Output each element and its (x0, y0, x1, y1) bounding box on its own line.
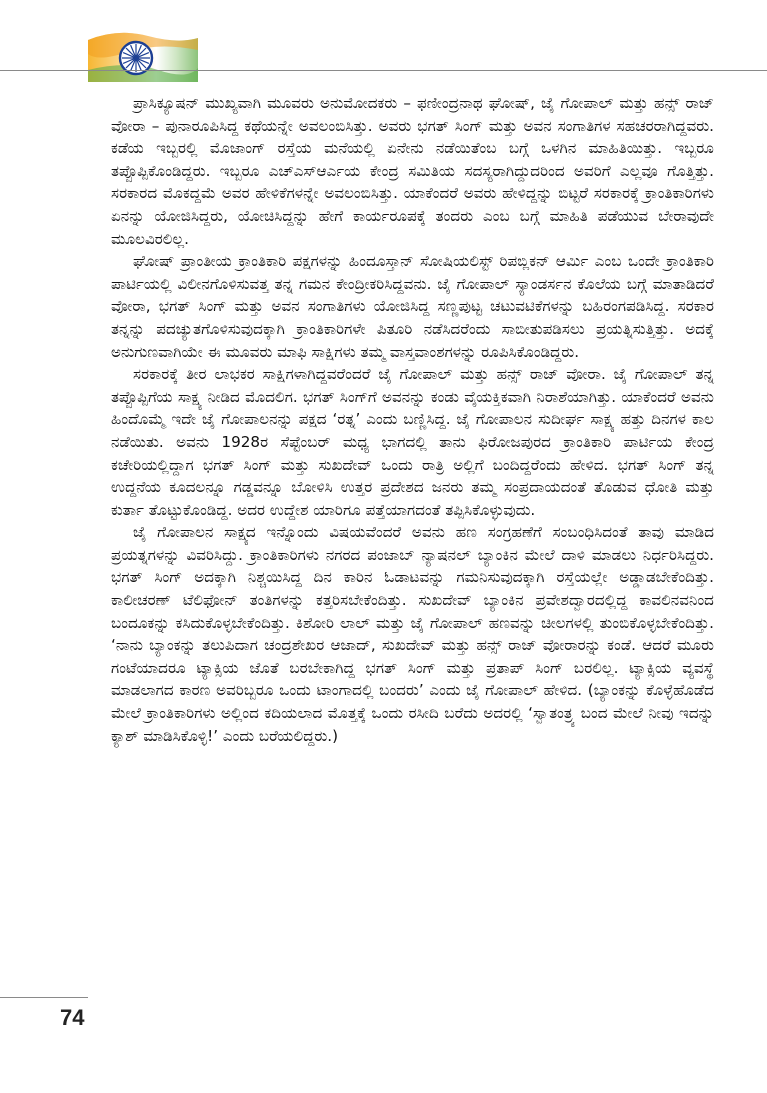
paragraph: ಜೈ ಗೋಪಾಲನ ಸಾಕ್ಷ್ಯದ ಇನ್ನೊಂದು ವಿಷಯವೆಂದರೆ ಅವನು ಹಣ ಸಂಗ್ರಹಣೆಗೆ ಸಂಬಂಧಿಸಿದಂತೆ ತಾವು ಮಾಡಿದ ಪ್ರಯತ್ನಗಳನ್ನು ವಿವರಿಸಿದ್ದು. ಕ್ರಾಂತಿಕಾರಿಗಳು ನಗರದ ಪಂಜಾಬ್ ನ್ಯಾಷನಲ್ ಬ್ಯಾಂಕಿನ ಮೇಲೆ ದಾಳಿ ಮಾಡಲು ನಿರ್ಧರಿಸಿದ್ದರು. ಭಗತ್ ಸಿಂಗ್ ಅದಕ್ಕಾಗಿ ನಿಶ್ಚಯಿಸಿದ್ದ ದಿನ ಕಾರಿನ ಓಡಾಟವನ್ನು ಗಮನಿಸುವುದಕ್ಕಾಗಿ ರಸ್ತೆಯಲ್ಲೇ ಅಡ್ಡಾಡಬೇಕೆಂದಿತ್ತು. ಕಾಲೀಚರಣ್ ಟೆಲಿಫೋನ್ ತಂತಿಗಳನ್ನು ಕತ್ತರಿಸಬೇಕೆಂದಿತ್ತು. ಸುಖದೇವ್ ಬ್ಯಾಂಕಿನ ಪ್ರವೇಶದ್ವಾರದಲ್ಲಿದ್ದ ಕಾವಲಿನವನಿಂದ ಬಂದೂಕನ್ನು ಕಸಿದುಕೊಳ್ಳಬೇಕೆಂದಿತ್ತು. ಕಿಶೋರಿ ಲಾಲ್ ಮತ್ತು ಜೈ ಗೋಪಾಲ್ ಹಣವನ್ನು ಚೀಲಗಳಲ್ಲಿ ತುಂಬಿಕೊಳ್ಳಬೇಕೆಂದಿತ್ತು. ‘ನಾನು ಬ್ಯಾಂಕನ್ನು ತಲುಪಿದಾಗ ಚಂದ್ರಶೇಖರ ಆಜಾದ್, ಸುಖದೇವ್ ಮತ್ತು ಹನ್ಸ್ ರಾಜ್ ವೋರಾರನ್ನು ಕಂಡೆ. ಆದರೆ ಮೂರು ಗಂಟೆಯಾದರೂ ಟ್ಯಾಕ್ಸಿಯ ಜೊತೆ ಬರಬೇಕಾಗಿದ್ದ ಭಗತ್ ಸಿಂಗ್ ಮತ್ತು ಪ್ರತಾಪ್ ಸಿಂಗ್ ಬರಲಿಲ್ಲ. ಟ್ಯಾಕ್ಸಿಯ ವ್ಯವಸ್ಥೆ ಮಾಡಲಾಗದ ಕಾರಣ ಅವರಿಬ್ಬರೂ ಒಂದು ಟಾಂಗಾದಲ್ಲಿ ಬಂದರು’ ಎಂದು ಜೈ ಗೋಪಾಲ್ ಹೇಳಿದ. (ಬ್ಯಾಂಕನ್ನು ಕೊಳ್ಳೆಹೊಡೆದ ಮೇಲೆ ಕ್ರಾಂತಿಕಾರಿಗಳು ಅಲ್ಲಿಂದ ಕದಿಯಲಾದ ಮೊತ್ತಕ್ಕೆ ಒಂದು ರಸೀದಿ ಬರೆದು ಅದರಲ್ಲಿ ‘ಸ್ವಾತಂತ್ರ್ಯ ಬಂದ ಮೇಲೆ ನೀವು ಇದನ್ನು ಕ್ಯಾಶ್ ಮಾಡಿಸಿಕೊಳ್ಳಿ!’ ಎಂದು ಬರೆಯಲಿದ್ದರು.) (111, 523, 714, 745)
paragraph: ಪ್ರಾಸಿಕ್ಯೂಷನ್ ಮುಖ್ಯವಾಗಿ ಮೂವರು ಅನುಮೋದಕರು – ಫಣೀಂದ್ರನಾಥ ಘೋಷ್, ಜೈ ಗೋಪಾಲ್ ಮತ್ತು ಹನ್ಸ್ ರಾಜ್ ವೋರಾ – ಪುನಾರೂಪಿಸಿದ್ದ ಕಥೆಯನ್ನೇ ಅವಲಂಬಿಸಿತ್ತು. ಅವರು ಭಗತ್ ಸಿಂಗ್ ಮತ್ತು ಅವನ ಸಂಗಾತಿಗಳ ಸಹಚರರಾಗಿದ್ದವರು. ಕಡೆಯ ಇಬ್ಬರಲ್ಲಿ ಮೊಜಾಂಗ್ ರಸ್ತೆಯ ಮನೆಯಲ್ಲಿ ಏನೇನು ನಡೆಯಿತೆಂಬ ಬಗ್ಗೆ ಒಳಗಿನ ಮಾಹಿತಿಯಿತ್ತು. ಇಬ್ಬರೂ ತಪ್ಪೊಪ್ಪಿಕೊಂಡಿದ್ದರು. ಇಬ್ಬರೂ ಎಚ್ಎಸ್ಆರ್ಎಯ ಕೇಂದ್ರ ಸಮಿತಿಯ ಸದಸ್ಯರಾಗಿದ್ದುದರಿಂದ ಅವರಿಗೆ ಎಲ್ಲವೂ ಗೊತ್ತಿತ್ತು. ಸರಕಾರದ ಮೊಕದ್ದಮೆ ಅವರ ಹೇಳಿಕೆಗಳನ್ನೇ ಅವಲಂಬಿಸಿತ್ತು. ಯಾಕೆಂದರೆ ಅವರು ಹೇಳಿದ್ದನ್ನು ಬಿಟ್ಟರೆ ಸರಕಾರಕ್ಕೆ ಕ್ರಾಂತಿಕಾರಿಗಳು ಏನನ್ನು ಯೋಜಿಸಿದ್ದರು, ಯೋಚಿಸಿದ್ದನ್ನು ಹೇಗೆ ಕಾರ್ಯರೂಪಕ್ಕೆ ತಂದರು ಎಂಬ ಬಗ್ಗೆ ಮಾಹಿತಿ ಪಡೆಯುವ ಬೇರಾವುದೇ ಮೂಲವಿರಲಿಲ್ಲ. (111, 94, 714, 248)
footer-rule (0, 997, 88, 998)
indian-flag-chakra-icon (88, 30, 198, 82)
paragraph: ಘೋಷ್ ಪ್ರಾಂತೀಯ ಕ್ರಾಂತಿಕಾರಿ ಪಕ್ಷಗಳನ್ನು ಹಿಂದೂಸ್ತಾನ್ ಸೋಷಿಯಲಿಸ್ಟ್ ರಿಪಬ್ಲಿಕನ್ ಆರ್ಮಿ ಎಂಬ ಒಂದೇ ಕ್ರಾಂತಿಕಾರಿ ಪಾರ್ಟಿಯಲ್ಲಿ ವಿಲೀನಗೊಳಿಸುವತ್ತ ತನ್ನ ಗಮನ ಕೇಂದ್ರೀಕರಿಸಿದ್ದವನು. ಜೈ ಗೋಪಾಲ್ ಸ್ಯಾಂಡರ್ಸನ ಕೊಲೆಯ ಬಗ್ಗೆ ಮಾತಾಡಿದರೆ ವೋರಾ, ಭಗತ್ ಸಿಂಗ್ ಮತ್ತು ಅವನ ಸಂಗಾತಿಗಳು ಯೋಜಿಸಿದ್ದ ಸಣ್ಣಪುಟ್ಟ ಚಟುವಟಿಕೆಗಳನ್ನು ಬಹಿರಂಗಪಡಿಸಿದ್ದ. ಸರಕಾರ ತನ್ನನ್ನು ಪದಚ್ಯುತಗೊಳಿಸುವುದಕ್ಕಾಗಿ ಕ್ರಾಂತಿಕಾರಿಗಳೇ ಪಿತೂರಿ ನಡೆಸಿದರೆಂದು ಸಾಬೀತುಪಡಿಸಲು ಪ್ರಯತ್ನಿಸುತ್ತಿತ್ತು. ಅದಕ್ಕೆ ಅನುಗುಣವಾಗಿಯೇ ಈ ಮೂವರು ಮಾಫಿ ಸಾಕ್ಷಿಗಳು ತಮ್ಮ ವಾಸ್ತವಾಂಶಗಳನ್ನು ರೂಪಿಸಿಕೊಂಡಿದ್ದರು. (111, 252, 714, 361)
paragraph: ಸರಕಾರಕ್ಕೆ ತೀರ ಲಾಭಕರ ಸಾಕ್ಷಿಗಳಾಗಿದ್ದವರೆಂದರೆ ಜೈ ಗೋಪಾಲ್ ಮತ್ತು ಹನ್ಸ್ ರಾಜ್ ವೋರಾ. ಜೈ ಗೋಪಾಲ್ ತನ್ನ ತಪ್ಪೊಪ್ಪಿಗೆಯ ಸಾಕ್ಷ್ಯ ನೀಡಿದ ಮೊದಲಿಗ. ಭಗತ್ ಸಿಂಗ್‌ಗೆ ಅವನನ್ನು ಕಂಡು ವೈಯಕ್ತಿಕವಾಗಿ ನಿರಾಶೆಯಾಗಿತ್ತು. ಯಾಕೆಂದರೆ ಅವನು ಹಿಂದೊಮ್ಮೆ ಇದೇ ಜೈ ಗೋಪಾಲನನ್ನು ಪಕ್ಷದ ‘ರತ್ನ’ ಎಂದು ಬಣ್ಣಿಸಿದ್ದ. ಜೈ ಗೋಪಾಲನ ಸುದೀರ್ಘ ಸಾಕ್ಷ್ಯ ಹತ್ತು ದಿನಗಳ ಕಾಲ ನಡೆಯಿತು. ಅವನು 1928ರ ಸೆಪ್ಟೆಂಬರ್ ಮಧ್ಯ ಭಾಗದಲ್ಲಿ ತಾನು ಫಿರೋಜಪುರದ ಕ್ರಾಂತಿಕಾರಿ ಪಾರ್ಟಿಯ ಕೇಂದ್ರ ಕಚೇರಿಯಲ್ಲಿದ್ದಾಗ ಭಗತ್ ಸಿಂಗ್ ಮತ್ತು ಸುಖದೇವ್ ಒಂದು ರಾತ್ರಿ ಅಲ್ಲಿಗೆ ಬಂದಿದ್ದರೆಂದು ಹೇಳಿದ. ಭಗತ್ ಸಿಂಗ್ ತನ್ನ ಉದ್ದನೆಯ ಕೂದಲನ್ನೂ ಗಡ್ಡವನ್ನೂ ಬೋಳಿಸಿ ಉತ್ತರ ಪ್ರದೇಶದ ಜನರು ತಮ್ಮ ಸಂಪ್ರದಾಯದಂತೆ ತೊಡುವ ಧೋತಿ ಮತ್ತು ಕುರ್ತಾ ತೊಟ್ಟುಕೊಂಡಿದ್ದ. ಅದರ ಉದ್ದೇಶ ಯಾರಿಗೂ ಪತ್ತೆಯಾಗದಂತೆ ತಪ್ಪಿಸಿಕೊಳ್ಳುವುದು. (111, 365, 714, 519)
page-number: 74 (60, 1005, 85, 1030)
body-text (111, 92, 714, 747)
header-rule (0, 70, 767, 71)
